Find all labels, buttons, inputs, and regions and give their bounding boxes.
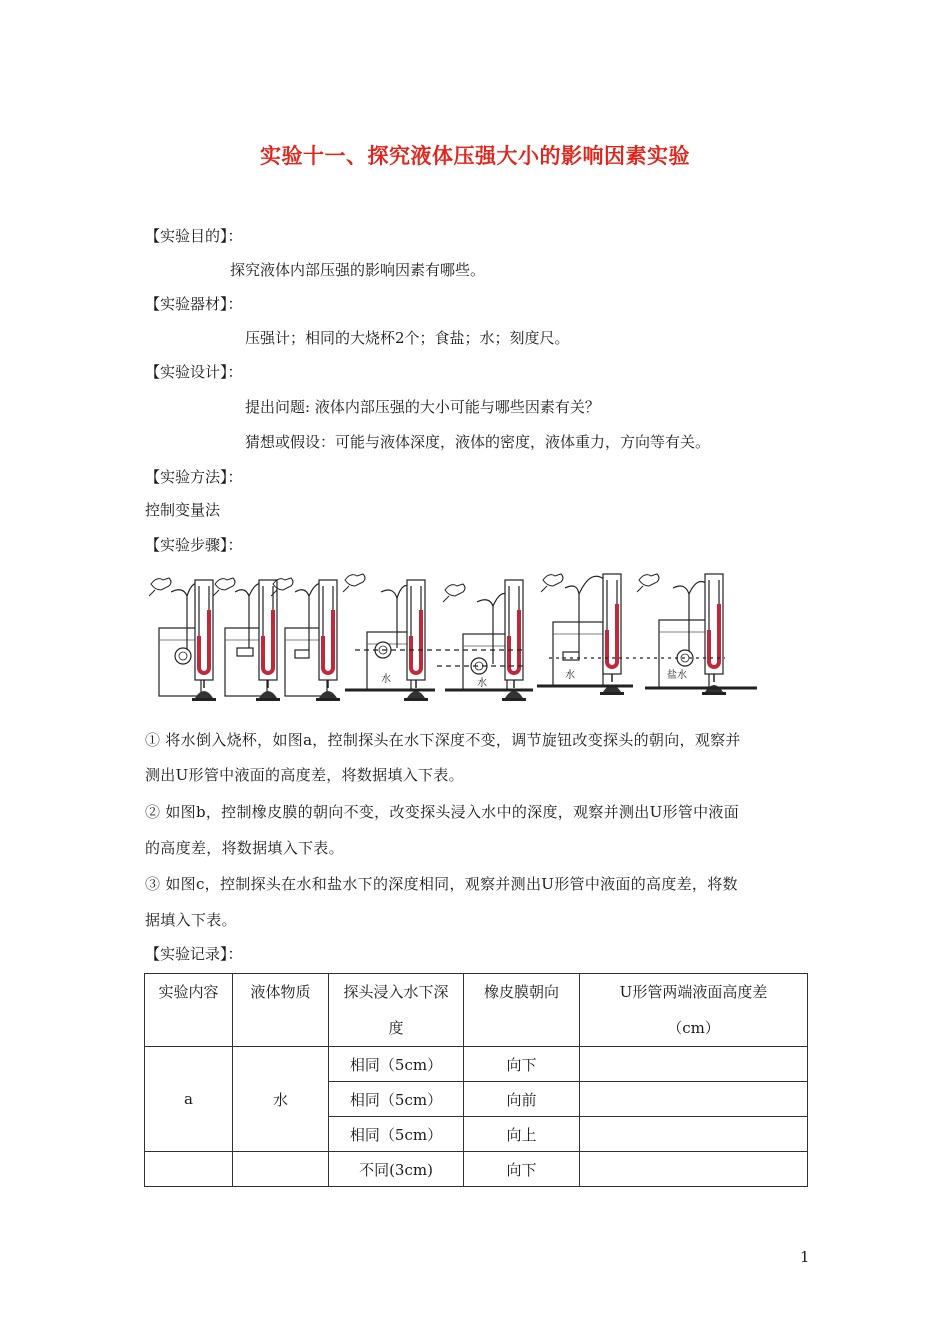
step-2-line-2: 的高度差，将数据填入下表。 — [145, 839, 344, 857]
step-3-line-1: ③ 如图c，控制探头在水和盐水下的深度相同，观察并测出U形管中液面的高度差，将数 — [145, 875, 738, 893]
cell-content-empty — [145, 1152, 233, 1187]
cell-height-diff[interactable] — [580, 1152, 808, 1187]
step-3-line-2: 据填入下表。 — [145, 911, 237, 929]
setup-a2 — [213, 578, 280, 701]
cell-depth: 不同(3cm) — [329, 1152, 464, 1187]
design-question: 提出问题: 液体内部压强的大小可能与哪些因素有关？ — [245, 398, 600, 416]
header-liquid: 液体物质 — [233, 974, 329, 1047]
equipment-heading: 【实验器材】： — [145, 295, 243, 313]
method-text: 控制变量法 — [145, 501, 221, 519]
setup-c2 — [637, 574, 726, 695]
equipment-text: 压强计；相同的大烧杯2个；食盐；水；刻度尺。 — [245, 329, 570, 347]
cell-membrane: 向前 — [464, 1082, 580, 1117]
setup-b2 — [443, 580, 526, 701]
setup-a1 — [149, 578, 216, 701]
header-height-diff: U形管两端液面高度差 （cm） — [580, 974, 808, 1047]
table-row — [145, 1047, 808, 1082]
cell-height-diff[interactable] — [580, 1082, 808, 1117]
liquid-label-c2: 盐水 — [667, 670, 687, 681]
purpose-text: 探究液体内部压强的影响因素有哪些。 — [230, 261, 486, 279]
cell-content-a: a — [145, 1047, 233, 1152]
liquid-label-b1: 水 — [381, 674, 391, 685]
header-membrane: 橡皮膜朝向 — [464, 974, 580, 1047]
cell-liquid-a: 水 — [233, 1047, 329, 1152]
header-depth: 探头浸入水下深 度 — [329, 974, 464, 1047]
record-heading: 【实验记录】： — [145, 945, 243, 963]
design-hypothesis: 猜想或假设：可能与液体深度，液体的密度，液体重力，方向等有关。 — [245, 433, 711, 451]
setup-a3 — [271, 578, 340, 701]
cell-depth: 相同（5cm） — [329, 1082, 464, 1117]
table-header-row — [145, 974, 808, 1047]
setup-b1 — [343, 574, 428, 701]
liquid-label-c1: 水 — [565, 670, 575, 681]
purpose-heading: 【实验目的】： — [145, 227, 243, 245]
cell-membrane: 向上 — [464, 1117, 580, 1152]
step-1-line-2: 测出U形管中液面的高度差，将数据填入下表。 — [145, 766, 464, 784]
cell-membrane: 向下 — [464, 1047, 580, 1082]
liquid-label-b2: 水 — [477, 678, 487, 689]
cell-liquid-empty — [233, 1152, 329, 1187]
record-table — [144, 973, 808, 1187]
step-1-line-1: ① 将水倒入烧杯，如图a，控制探头在水下深度不变，调节旋钮改变探头的朝向，观察并 — [145, 731, 741, 749]
cell-height-diff[interactable] — [580, 1047, 808, 1082]
cell-depth: 相同（5cm） — [329, 1117, 464, 1152]
cell-membrane: 向下 — [464, 1152, 580, 1187]
header-content: 实验内容 — [145, 974, 233, 1047]
setup-c1 — [541, 574, 624, 695]
page-number: 1 — [800, 1248, 810, 1266]
step-2-line-1: ② 如图b，控制橡皮膜的朝向不变，改变探头浸入水中的深度，观察并测出U形管中液面 — [145, 803, 740, 821]
experiment-figure — [145, 566, 765, 702]
method-heading: 【实验方法】： — [145, 468, 243, 486]
table-row — [145, 1152, 808, 1187]
document-title: 实验十一、探究液体压强大小的影响因素实验 — [260, 144, 690, 168]
cell-depth: 相同（5cm） — [329, 1047, 464, 1082]
cell-height-diff[interactable] — [580, 1117, 808, 1152]
design-heading: 【实验设计】： — [145, 363, 243, 381]
steps-heading: 【实验步骤】： — [145, 536, 243, 554]
